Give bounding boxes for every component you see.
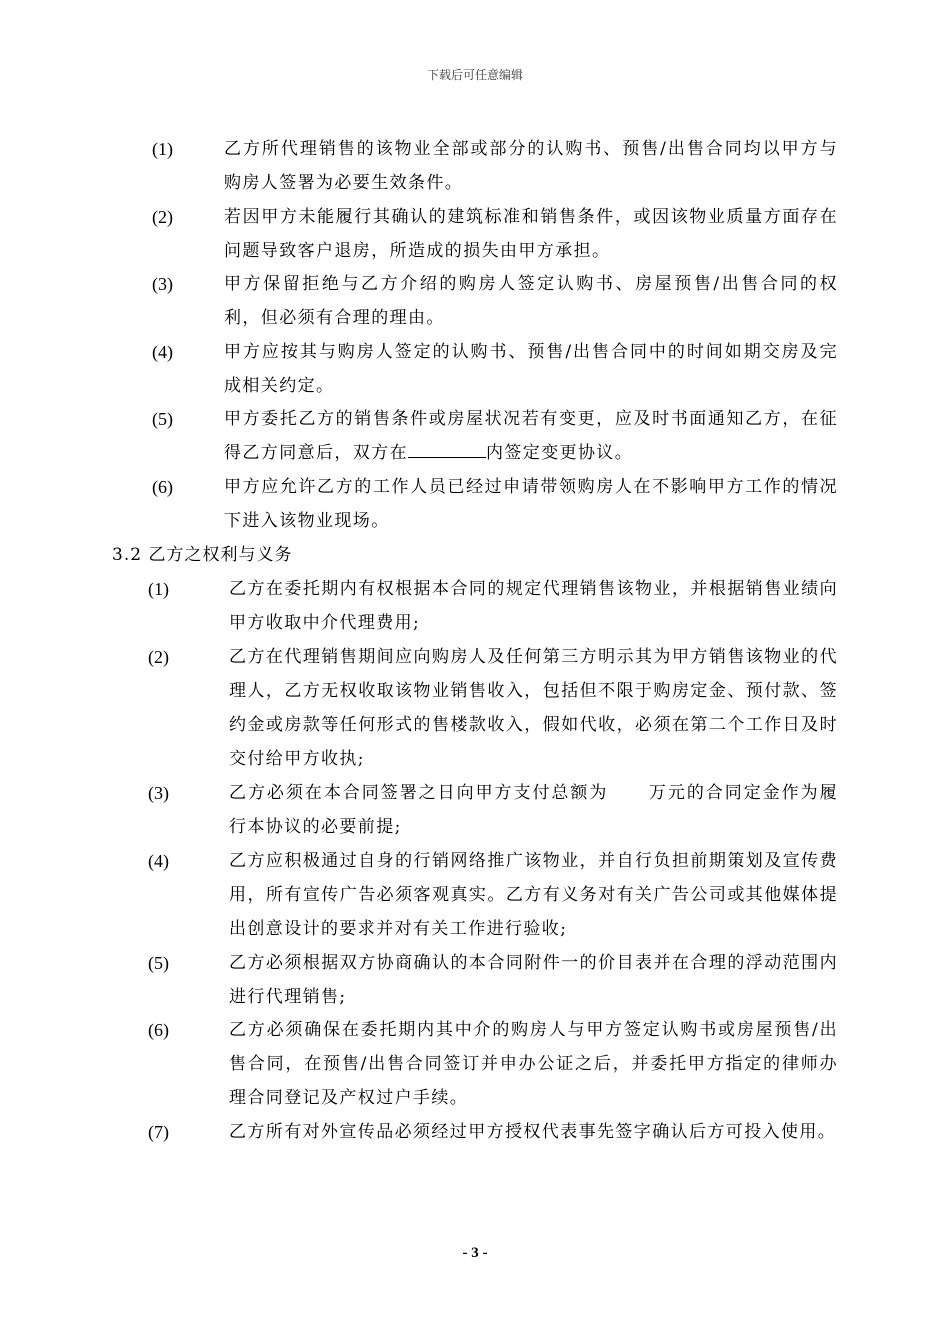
item-text: 甲方保留拒绝与乙方介绍的购房人签定认购书、房屋预售/出售合同的权利，但必须有合理的理由。	[224, 274, 838, 328]
header-note: 下载后可任意编辑	[426, 68, 523, 82]
page-number: - 3 -	[462, 1245, 488, 1261]
item-number: (6)	[152, 477, 173, 497]
item-text: 甲方应允许乙方的工作人员已经过申请带领购房人在不影响甲方工作的情况下进入该物业现场。	[224, 477, 838, 531]
item-number: (1)	[148, 579, 169, 599]
item-text-after: 万元的合同定金作为履行本协议的必要前提;	[229, 783, 839, 837]
item-text-before: 乙方必须在本合同签署之日向甲方支付总额为	[229, 783, 609, 803]
item-number: (3)	[148, 783, 169, 803]
item-number: (3)	[152, 274, 173, 294]
item-number: (5)	[148, 953, 169, 973]
item-number: (2)	[152, 207, 173, 227]
item-text: 若因甲方未能履行其确认的建筑标准和销售条件，或因该物业质量方面存在问题导致客户退房，所造成的损失由甲方承担。	[224, 207, 838, 261]
item-text: 乙方应积极通过自身的行销网络推广该物业，并自行负担前期策划及宣传费用，所有宣传广告必须客观真实。乙方有义务对有关广告公司或其他媒体提出创意设计的要求并对有关工作进行验收;	[229, 851, 838, 939]
item-text: 乙方在代理销售期间应向购房人及任何第三方明示其为甲方销售该物业的代理人，乙方无权收取该物业销售收入，包括但不限于购房定金、预付款、签约金或房款等任何形式的售楼款收入，假如代收，必须在第二个工作日及时交付给甲方收执;	[229, 647, 838, 769]
item-text-before: 甲方委托乙方的销售条件或房屋状况若有变更，应及时书面通知乙方，在征得乙方同意后，双方在	[224, 409, 838, 463]
item-text	[224, 402, 838, 470]
item-text-after: 内签定变更协议。	[486, 443, 634, 463]
item-text: 乙方所有对外宣传品必须经过甲方授权代表事先签字确认后方可投入使用。	[229, 1122, 837, 1142]
item-number: (6)	[148, 1020, 169, 1040]
item-text: 乙方在委托期内有权根据本合同的规定代理销售该物业，并根据销售业绩向甲方收取中介代理费用;	[229, 579, 838, 633]
item-text	[229, 776, 838, 844]
item-number: (7)	[148, 1122, 169, 1142]
item-number: (4)	[148, 851, 169, 871]
item-number: (4)	[152, 342, 173, 362]
item-text: 甲方应按其与购房人签定的认购书、预售/出售合同中的时间如期交房及完成相关约定。	[224, 342, 838, 396]
item-text: 乙方所代理销售的该物业全部或部分的认购书、预售/出售合同均以甲方与购房人签署为必要生效条件。	[224, 139, 838, 193]
blank-fill-line	[408, 437, 486, 458]
section-heading: 3.2 乙方之权利与义务	[112, 545, 293, 565]
item-number: (1)	[152, 139, 173, 159]
item-number: (2)	[148, 647, 169, 667]
item-number: (5)	[152, 409, 173, 429]
item-text: 乙方必须确保在委托期内其中介的购房人与甲方签定认购书或房屋预售/出售合同，在预售/出售合同签订并申办公证之后，并委托甲方指定的律师办理合同登记及产权过户手续。	[229, 1020, 838, 1108]
item-text: 乙方必须根据双方协商确认的本合同附件一的价目表并在合理的浮动范围内进行代理销售;	[229, 953, 838, 1007]
